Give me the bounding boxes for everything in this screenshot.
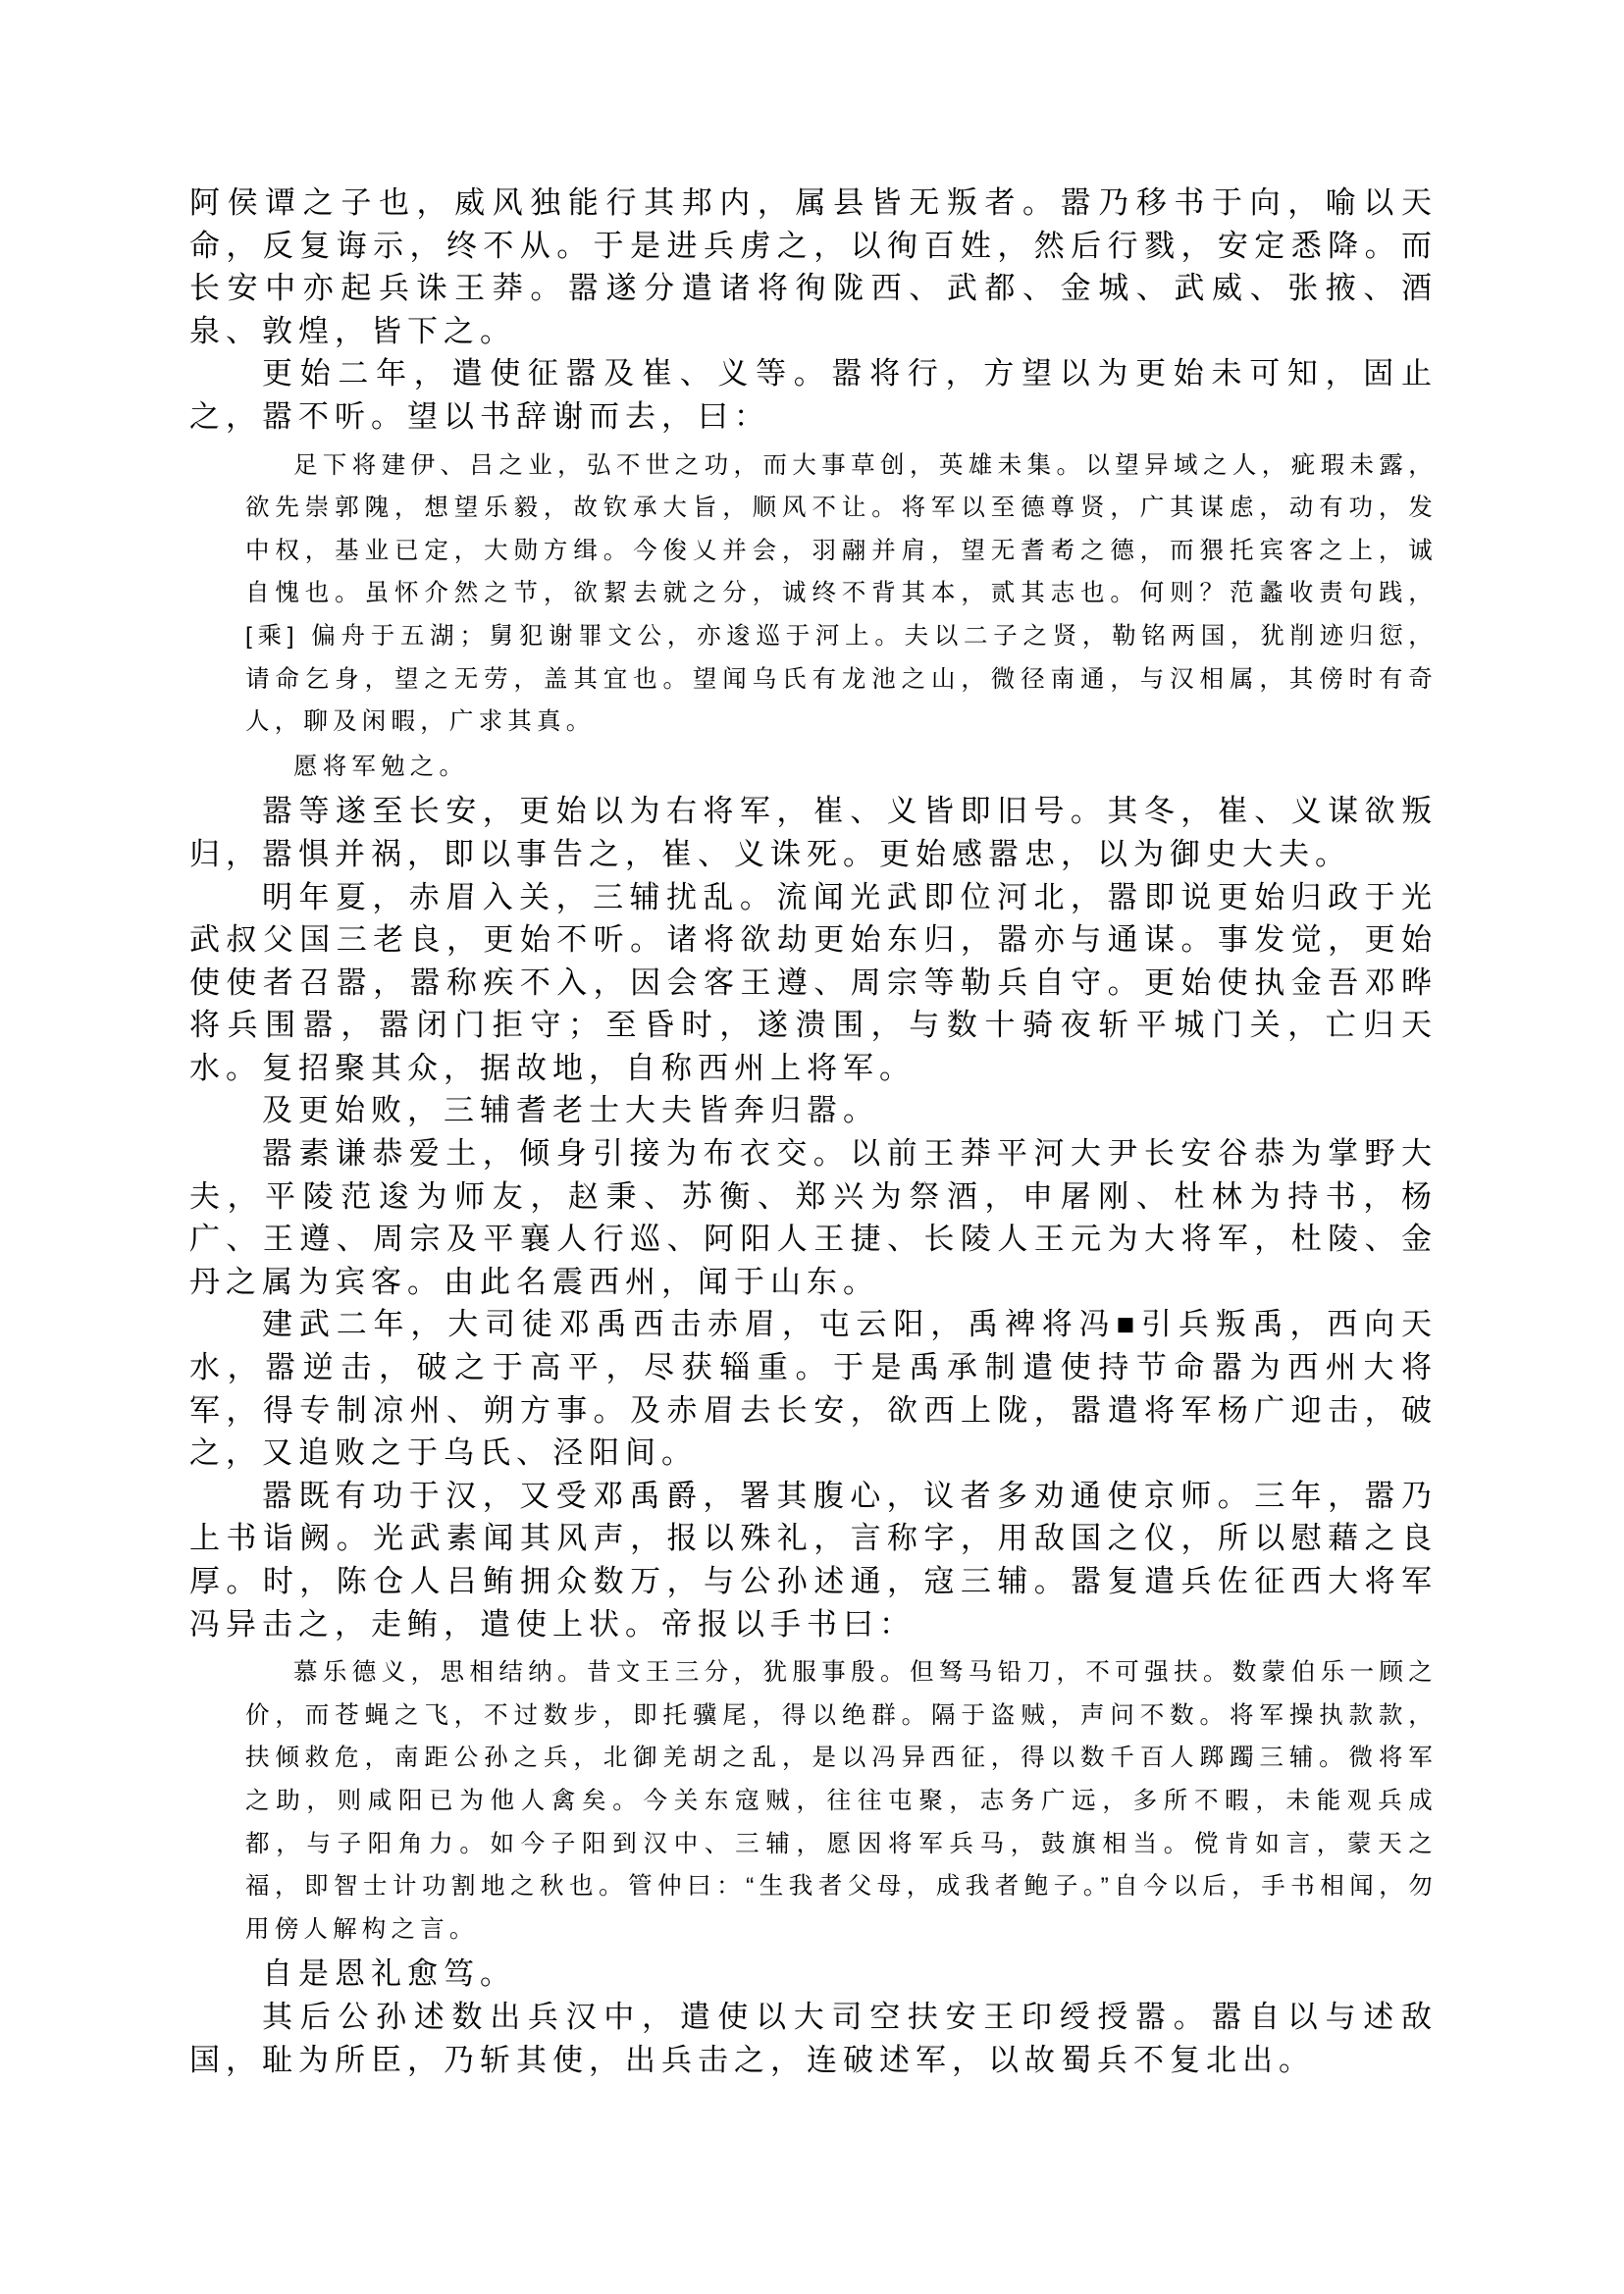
quote-paragraph: 慕乐德义，思相结纳。昔文王三分，犹服事殷。但驽马铅刀，不可强扶。数蒙伯乐一顾之价，而苍蝇之飞，不过数步，即托骥尾，得以绝群。隔于盗贼，声问不数。将军操执款款，扶倾救危，南距公孙之兵，北御羌胡之乱，是以冯异西征，得以数千百人踯躅三辅。微将军之助，则咸阳已为他人禽矣。今关东寇贼，往往屯聚，志务广远，多所不暇，未能观兵成都，与子阳角力。如今子阳到汉中、三辅，愿因将军兵马，鼓旗相当。傥肯如言，蒙天之福，即智士计功割地之秋也。管仲曰：“生我者父母，成我者鲍子。”自今以后，手书相闻，勿用傍人解构之言。 bbox=[245, 1659, 1438, 1943]
paragraph: 嚣既有功于汉，又受邓禹爵，署其腹心，议者多劝通使京师。三年，嚣乃上书诣阙。光武素闻其风声，报以殊礼，言称字，用敌国之仪，所以慰藉之良厚。时，陈仓人吕鲔拥众数万，与公孙述通，寇三辅。嚣复遣兵佐征西大将军冯异击之，走鲔，遣使上状。帝报以手书曰： bbox=[189, 1478, 1438, 1642]
document-body bbox=[189, 182, 1438, 2081]
paragraph: 其后公孙述数出兵汉中，遣使以大司空扶安王印绶授嚣。嚣自以与述敌国，耻为所臣，乃斩其使，出兵击之，连破述军，以故蜀兵不复北出。 bbox=[189, 1999, 1438, 2077]
paragraph: 嚣素谦恭爱土，倾身引接为布衣交。以前王莽平河大尹长安谷恭为掌野大夫，平陵范逡为师友，赵秉、苏衡、郑兴为祭酒，申屠刚、杜林为持书，杨广、王遵、周宗及平襄人行巡、阿阳人王捷、长陵人王元为大将军，杜陵、金丹之属为宾客。由此名震西州，闻于山东。 bbox=[189, 1136, 1438, 1299]
quote-paragraph: 愿将军勉之。 bbox=[293, 753, 469, 780]
paragraph: 自是恩礼愈笃。 bbox=[262, 1956, 516, 1992]
quote-paragraph: 足下将建伊、吕之业，弘不世之功，而大事草创，英雄未集。以望异域之人，疵瑕未露，欲先崇郭隗，想望乐毅，故钦承大旨，顺风不让。将军以至德尊贤，广其谋虑，动有功，发中权，基业已定，大勋方缉。今俊乂并会，羽翮并肩，望无耆耇之德，而猥托宾客之上，诚自愧也。虽怀介然之节，欲絜去就之分，诚终不背其本，贰其志也。何则？范蠡收责句践，[乘] 偏舟于五湖；舅犯谢罪文公，亦逡巡于河上。夫以二子之贤，勒铭两国，犹削迹归愆，请命乞身，望之无劳，盖其宜也。望闻乌氏有龙池之山，微径南通，与汉相属，其傍时有奇人，聊及闲暇，广求其真。 bbox=[245, 451, 1438, 736]
paragraph: 建武二年，大司徒邓禹西击赤眉，屯云阳，禹裨将冯■引兵叛禹，西向天水，嚣逆击，破之于高平，尽获辎重。于是禹承制遣使持节命嚣为西州大将军，得专制凉州、朔方事。及赤眉去长安，欲西上陇，嚣遣将军杨广迎击，破之，又追败之于乌氏、泾阳间。 bbox=[189, 1307, 1438, 1471]
paragraph: 阿侯谭之子也，威风独能行其邦内，属县皆无叛者。嚣乃移书于向，喻以天命，反复诲示，终不从。于是进兵虏之，以徇百姓，然后行戮，安定悉降。而长安中亦起兵诛王莽。嚣遂分遣诸将徇陇西、武都、金城、武威、张掖、酒泉、敦煌，皆下之。 bbox=[189, 185, 1438, 348]
paragraph: 更始二年，遣使征嚣及崔、义等。嚣将行，方望以为更始未可知，固止之，嚣不听。望以书辞谢而去，曰： bbox=[189, 356, 1438, 434]
paragraph: 嚣等遂至长安，更始以为右将军，崔、义皆即旧号。其冬，崔、义谋欲叛归，嚣惧并祸，即以事告之，崔、义诛死。更始感嚣忠，以为御史大夫。 bbox=[189, 794, 1438, 871]
paragraph: 明年夏，赤眉入关，三辅扰乱。流闻光武即位河北，嚣即说更始归政于光武叔父国三老良，更始不听。诸将欲劫更始东归，嚣亦与通谋。事发觉，更始使使者召嚣，嚣称疾不入，因会客王遵、周宗等勒兵自守。更始使执金吾邓晔将兵围嚣，嚣闭门拒守；至昏时，遂溃围，与数十骑夜斩平城门关，亡归天水。复招聚其众，据故地，自称西州上将军。 bbox=[189, 879, 1438, 1085]
paragraph: 及更始败，三辅耆老士大夫皆奔归嚣。 bbox=[262, 1093, 879, 1128]
